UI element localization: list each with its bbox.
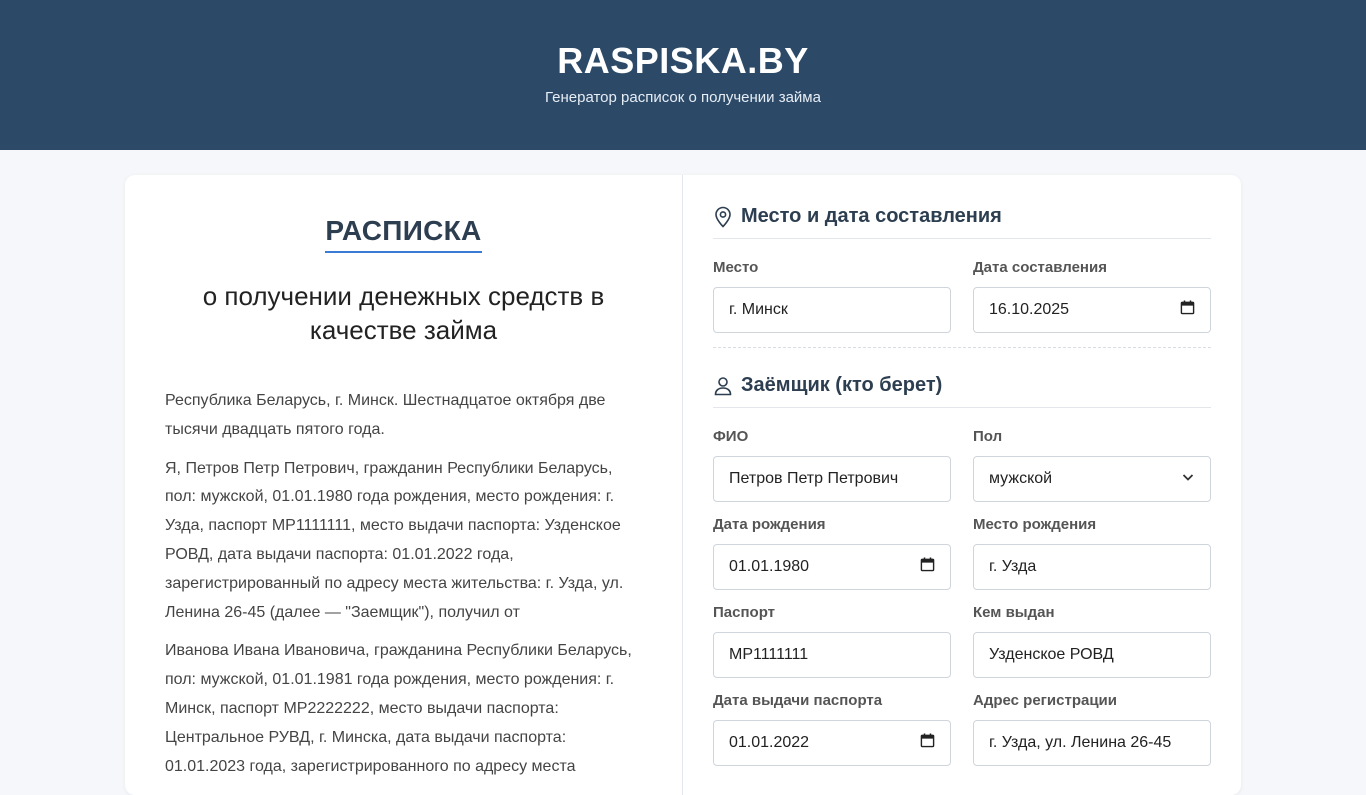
receipt-paragraph: Я, Петров Петр Петрович, гражданин Республики Беларусь, пол: мужской, 01.01.1980 года рождения, место рождения: г. Узда, паспорт MP1111111, место выдачи паспорта: Узденское РОВД, дата выдачи паспорта: 01.01.2022 года, зарегистрированный по адресу места жительства: г. Узда, ул. Ленина 26-45 (далее — "Заемщик"), получил от [165,459,624,621]
birth-place-input[interactable] [973,544,1211,590]
gender-select-value: мужской [989,470,1053,487]
main-card [125,175,1241,795]
issue-date-field-group [713,692,951,766]
place-section-title: Место и дата составления [741,205,1002,227]
birth-place-input-value: г. Узда [989,558,1037,575]
address-field-group [973,692,1211,766]
birth-date-field-group [713,516,951,590]
place-section-header [713,203,1211,239]
receipt-preview [125,175,683,795]
fio-input[interactable] [713,456,951,502]
section-divider [713,347,1211,348]
address-label: Адрес регистрации [973,692,1118,709]
gender-select[interactable] [973,456,1211,502]
borrower-row-2 [713,516,1211,590]
birth-place-field-group [973,516,1211,590]
birth-date-label: Дата рождения [713,516,826,533]
receipt-form [683,175,1241,795]
borrower-row-4 [713,692,1211,766]
gender-field-group [973,428,1211,502]
date-field-group [973,259,1211,333]
site-subtitle: Генератор расписок о получении займа [545,89,821,106]
receipt-title: РАСПИСКА [325,215,481,253]
receipt-subtitle: о получении денежных средств в качестве займа [202,281,605,345]
issued-by-input[interactable] [973,632,1211,678]
user-icon [713,375,733,397]
fio-field-group [713,428,951,502]
site-logo[interactable]: RASPISKA.BY [557,40,809,81]
issue-date-label: Дата выдачи паспорта [713,692,883,709]
borrower-row-3 [713,604,1211,678]
passport-input[interactable] [713,632,951,678]
calendar-icon[interactable] [920,557,935,577]
issue-date-input[interactable] [713,720,951,766]
gender-label: Пол [973,428,1003,445]
date-input[interactable] [973,287,1211,333]
birth-place-label: Место рождения [973,516,1097,533]
borrower-section-header [713,372,1211,408]
birth-date-input[interactable] [713,544,951,590]
address-input[interactable] [973,720,1211,766]
map-pin-icon [713,206,733,228]
fio-input-value: Петров Петр Петрович [729,470,899,487]
issue-date-input-value: 01.01.2022 [729,734,810,751]
fio-label: ФИО [713,428,749,445]
passport-field-group [713,604,951,678]
place-field-group [713,259,951,333]
receipt-body [165,387,642,781]
calendar-icon[interactable] [920,733,935,753]
passport-label: Паспорт [713,604,775,621]
passport-input-value: MP1111111 [729,646,809,663]
issued-by-input-value: Узденское РОВД [989,646,1114,663]
place-input[interactable] [713,287,951,333]
place-label: Место [713,259,759,276]
borrower-row-1 [713,428,1211,502]
issued-by-field-group [973,604,1211,678]
receipt-paragraph: Иванова Ивана Ивановича, гражданина Республики Беларусь, пол: мужской, 01.01.1981 года рождения, место рождения: г. Минск, паспорт MP2222222, место выдачи паспорта: Центральное РУВД, г. Минска, дата выдачи паспорта: 01.01.2023 года, зарегистрированного по адресу места [165,642,632,775]
site-header [0,0,1366,150]
place-date-row [713,259,1211,333]
birth-date-input-value: 01.01.1980 [729,558,810,575]
calendar-icon[interactable] [1180,300,1195,320]
date-input-value: 16.10.2025 [989,301,1070,318]
receipt-paragraph: Республика Беларусь, г. Минск. Шестнадцатое октября две тысячи двадцать пятого года. [165,392,606,438]
chevron-down-icon [1181,470,1195,489]
receipt-title-wrap [165,215,642,253]
address-input-value: г. Узда, ул. Ленина 26-45 [989,734,1172,751]
place-input-value: г. Минск [729,301,788,318]
date-label: Дата составления [973,259,1107,276]
issued-by-label: Кем выдан [973,604,1055,621]
borrower-section-title: Заёмщик (кто берет) [741,374,943,396]
